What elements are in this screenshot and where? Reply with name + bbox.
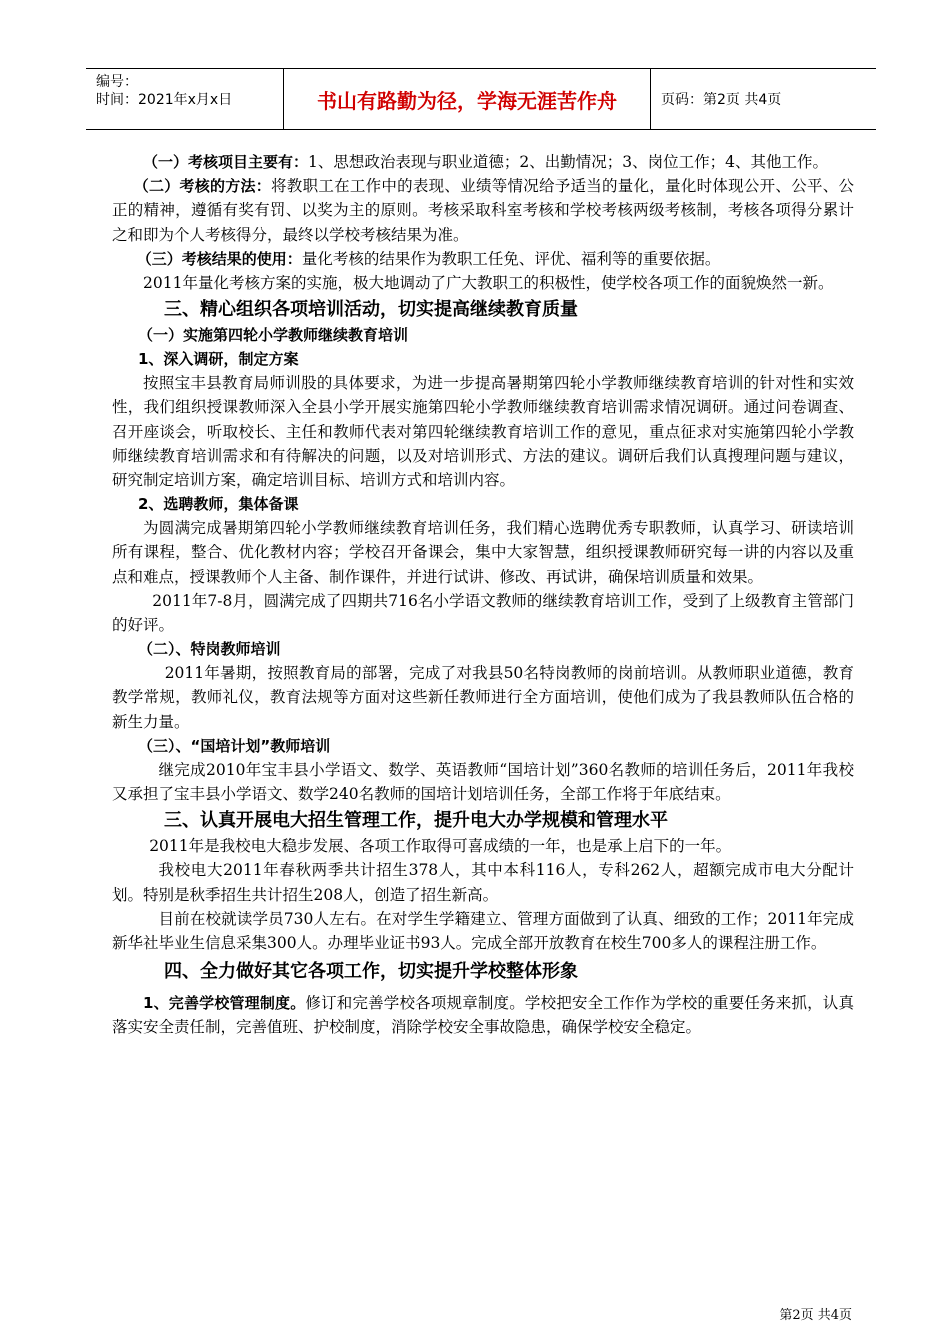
page-header: [86, 68, 876, 130]
page-footer: 第2页 共4页: [779, 1308, 852, 1323]
number-label: 编号：: [96, 74, 138, 90]
section-heading: 三、精心组织各项培训活动，切实提高继续教育质量: [164, 299, 578, 321]
subsection-heading: （三）、“国培计划”教师培训: [138, 736, 331, 755]
section-heading: 三、认真开展电大招生管理工作，提升电大办学规模和管理水平: [164, 810, 668, 832]
paragraph: 2011年7-8月，圆满完成了四期共716名小学语文教师的继续教育培训工作，受到了上级教育主管部门的好评。: [112, 591, 854, 635]
paragraph: [112, 174, 854, 247]
paragraph: [112, 150, 854, 174]
time-label: 时间：2021年x月x日: [96, 92, 233, 108]
paragraph: 2011年暑期，按照教育局的部署，完成了对我县50名特岗教师的岗前培训。从教师职业道德，教育教学常规，教师礼仪，教育法规等方面对这些新任教师进行全方面培训，使他们成为了我县教师队伍合格的新生力量。: [112, 664, 854, 731]
paragraph: 我校电大2011年春秋两季共计招生378人，其中本科116人，专科262人，超额完成市电大分配计划。特别是秋季招生共计招生208人，创造了招生新高。: [112, 861, 854, 904]
paragraph-text: 将教职工在工作中的表现、业绩等情况给予适当的量化，量化时体现公开、公平、公正的精神，遵循有奖有罚、以奖为主的原则。考核采取科室考核和学校考核两级考核制，考核各项得分累计之和即为个人考核得分，最终以学校考核结果为准。: [112, 177, 854, 244]
paragraph: 为圆满完成暑期第四轮小学教师继续教育培训任务，我们精心选聘优秀专职教师，认真学习、研读培训所有课程，整合、优化教材内容；学校召开备课会，集中大家智慧，组织授课教师研究每一讲的内容以及重点和难点，授课教师个人主备、制作课件，并进行试讲、修改、再试讲，确保培训质量和效果。: [112, 519, 854, 586]
paragraph-text: 1、思想政治表现与职业道德；2、出勤情况；3、岗位工作；4、其他工作。: [308, 153, 828, 171]
header-meta: [86, 69, 284, 129]
paragraph: 2011年是我校电大稳步发展、各项工作取得可喜成绩的一年，也是承上启下的一年。: [149, 837, 732, 856]
header-page-info: 页码：第2页 共4页: [661, 92, 782, 108]
subsection-heading: 2、选聘教师，集体备课: [138, 495, 299, 514]
paragraph: [112, 247, 854, 271]
inline-heading: （二）考核的方法：: [133, 177, 272, 196]
paragraph: 按照宝丰县教育局师训股的具体要求，为进一步提高暑期第四轮小学教师继续教育培训的针对性和实效性，我们组织授课教师深入全县小学开展实施第四轮小学教师继续教育培训需求情况调研。通过问卷调查、召开座谈会，听取校长、主任和教师代表对第四轮继续教育培训工作的意见，重点征求对实施第四轮小学教师继续教育培训需求和有待解决的问题，以及对培训形式、方法的建议。调研后我们认真搜理问题与建议，研究制定培训方案，确定培训目标、培训方式和培训内容。: [112, 374, 854, 490]
subsection-heading: 1、深入调研，制定方案: [138, 350, 299, 369]
section-heading: 四、全力做好其它各项工作，切实提升学校整体形象: [164, 961, 578, 983]
inline-heading: 1、完善学校管理制度。: [143, 994, 306, 1013]
paragraph: 目前在校就读学员730人左右。在对学生学籍建立、管理方面做到了认真、细致的工作；2011年完成新华社毕业生信息采集300人。办理毕业证书93人。完成全部开放教育在校生700多人的课程注册工作。: [112, 909, 854, 953]
paragraph-text: 量化考核的结果作为教职工任免、评优、福利等的重要依据。: [301, 249, 721, 268]
subsection-heading: （一）实施第四轮小学教师继续教育培训: [138, 326, 409, 345]
paragraph: [112, 991, 854, 1039]
paragraph: 继完成2010年宝丰县小学语文、数学、英语教师“国培计划”360名教师的培训任务后，2011年我校又承担了宝丰县小学语文、数学240名教师的国培计划培训任务，全部工作将于年底结束。: [112, 760, 854, 804]
inline-heading: （三）考核结果的使用：: [136, 249, 302, 268]
inline-heading: （一）考核项目主要有：: [143, 153, 309, 171]
header-motto: 书山有路勤为径，学海无涯苦作舟: [284, 69, 651, 129]
subsection-heading: （二）、特岗教师培训: [138, 640, 281, 659]
document-body: [112, 150, 854, 1040]
paragraph-text: 修订和完善学校各项规章制度。学校把安全工作作为学校的重要任务来抓，认真落实安全责任制，完善值班、护校制度，消除学校安全事故隐患，确保学校安全稳定。: [112, 994, 854, 1037]
paragraph: 2011年量化考核方案的实施，极大地调动了广大教职工的积极性，使学校各项工作的面貌焕然一新。: [143, 274, 834, 293]
